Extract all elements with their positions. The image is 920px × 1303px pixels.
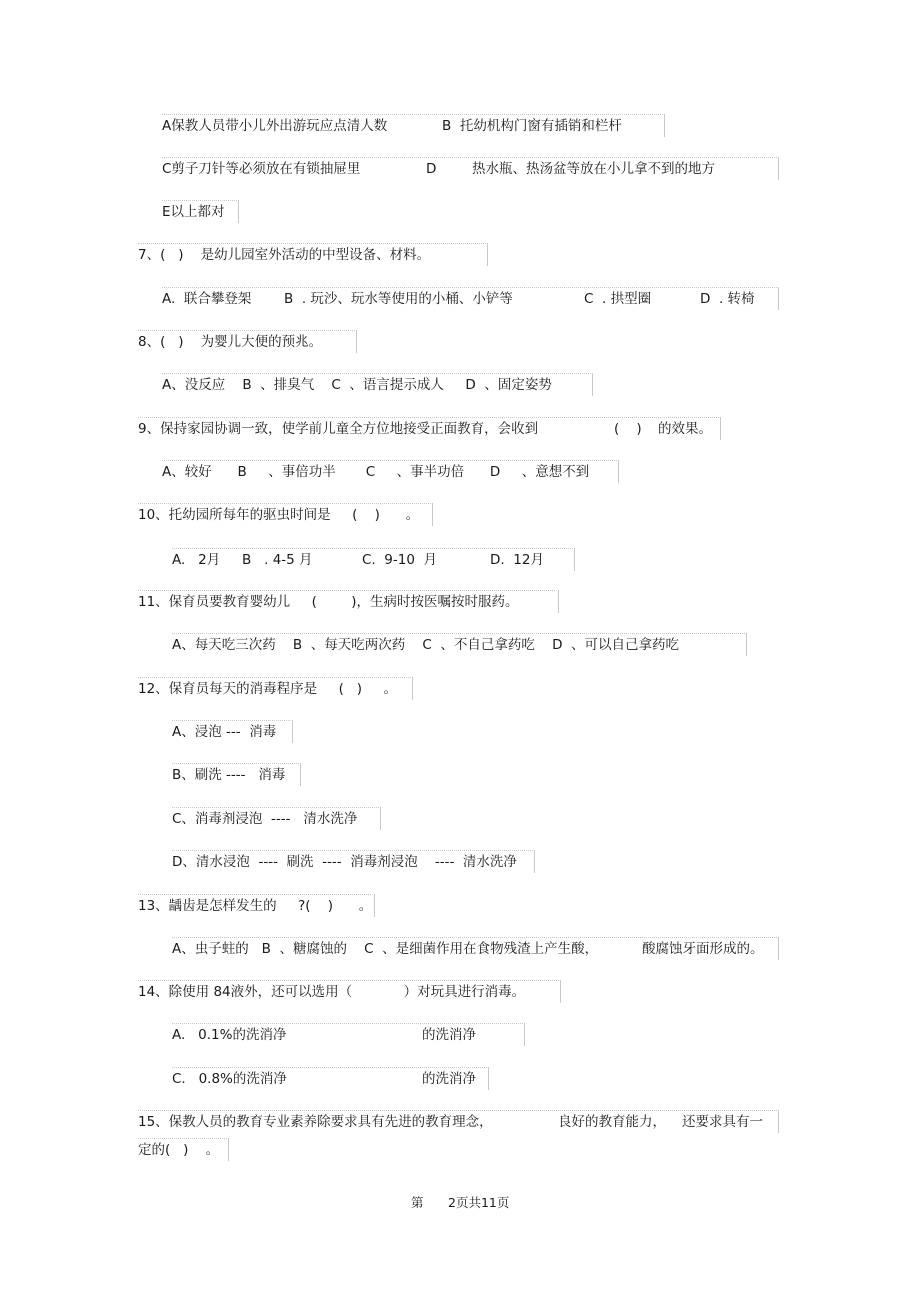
q6-option-d-letter: D [426,161,437,177]
q10-option-b: B . 4-5 月 [242,552,313,568]
q6-option-b: B 托幼机构门窗有插销和栏杆 [442,118,622,134]
q11-options-line [172,634,680,656]
q12-option-d-line [172,851,517,873]
q15-part2: 良好的教育能力， [558,1114,666,1130]
q8-stem: 8、( ) 为婴儿大便的预兆。 [138,334,323,350]
q13-options-line [172,938,764,960]
q7-option-c: C . 拱型圈 [584,291,652,307]
q11-stem-line [138,591,519,613]
q12-option-d: D、清水浸泡 ---- 刷洗 ---- 消毒剂浸泡 ---- 清水洗净 [172,854,517,870]
q6-option-e: E以上都对 [162,204,225,220]
q6-option-c: C剪子刀针等必须放在有锁抽屉里 [162,161,361,177]
q12-option-c: C、消毒剂浸泡 ---- 清水洗净 [172,811,358,827]
q7-options-line [162,288,755,310]
q8-options: A、没反应 B 、排臭气 C 、语言提示成人 D 、固定姿势 [162,377,552,393]
q11-options: A、每天吃三次药 B 、每天吃两次药 C 、不自己拿药吃 D 、可以自己拿药吃 [172,637,680,653]
q10-option-d: D. 12月 [490,552,544,568]
q12-stem: 12、保育员每天的消毒程序是 ( ) 。 [138,681,397,697]
q14-option-a-right: 的洗消净 [422,1027,476,1043]
q10-options-line [172,549,544,571]
q15-line2-text: 定的( ) 。 [138,1142,220,1158]
q14-option-c-right: 的洗消净 [422,1071,476,1087]
q8-stem-line [138,331,323,353]
q10-option-c: C. 9-10 月 [362,552,438,568]
q6-option-e-line [162,201,225,223]
q12-option-b-line [172,764,286,786]
q13-options-a: A、虫子蛀的 B 、糖腐蚀的 C 、是细菌作用在食物残渣上产生酸， [172,941,599,957]
q9-stem-c: 的效果。 [658,421,712,437]
page-number: 2页共11页 [448,1195,510,1210]
q14-option-c-left: C. 0.8%的洗消净 [172,1071,287,1087]
q15-part3: 还要求具有一 [682,1114,763,1130]
q12-option-b: B、刷洗 ---- 消毒 [172,767,286,783]
q10-option-a: A. 2月 [172,552,221,568]
q9-stem-line [138,418,712,440]
q7-option-d: D . 转椅 [700,291,755,307]
q15-part1: 15、保教人员的教育专业素养除要求具有先进的教育理念， [138,1114,493,1130]
q13-stem-line [138,895,373,917]
q12-stem-line [138,678,397,700]
q13-options-b: 酸腐蚀牙面形成的。 [642,941,764,957]
q15-line2 [138,1139,220,1161]
q6-option-c-line [162,158,715,180]
q9-options: A、较好 B 、事倍功半 C 、事半功倍 D 、意想不到 [162,464,590,480]
q7-stem: 7、( ) 是幼儿园室外活动的中型设备、材料。 [138,247,431,263]
q14-stem-line [138,981,526,1003]
q8-options-line [162,374,552,396]
q6-option-d: 热水瓶、热汤盆等放在小儿拿不到的地方 [472,161,715,177]
q12-option-a: A、浸泡 --- 消毒 [172,724,277,740]
q14-option-a-line [172,1024,476,1046]
q10-stem: 10、托幼园所每年的驱虫时间是 ( ) 。 [138,507,420,523]
footer-prefix: 第 [411,1195,424,1210]
q14-option-c-line [172,1068,476,1090]
page-footer [0,1193,920,1213]
q12-option-c-line [172,808,358,830]
q14-stem: 14、除使用 84液外，还可以选用（ ）对玩具进行消毒。 [138,984,526,1000]
q7-stem-line [138,244,431,266]
q10-stem-line [138,504,420,526]
q13-stem: 13、龋齿是怎样发生的 ?( ) 。 [138,898,373,914]
q12-option-a-line [172,721,277,743]
q11-stem: 11、保育员要教育婴幼儿 ( )，生病时按医嘱按时服药。 [138,594,519,610]
q6-option-a: A保教人员带小儿外出游玩应点清人数 [162,118,388,134]
q15-line1 [138,1111,763,1133]
q9-stem-b: ( ) [614,421,642,437]
q9-stem-a: 9、保持家园协调一致，使学前儿童全方位地接受正面教育，会收到 [138,421,539,437]
q7-option-a: A. 联合攀登架 [162,291,252,307]
q9-options-line [162,461,590,483]
q7-option-b: B . 玩沙、玩水等使用的小桶、小铲等 [284,291,513,307]
q6-option-a-line [162,115,622,137]
q14-option-a-left: A. 0.1%的洗消净 [172,1027,287,1043]
